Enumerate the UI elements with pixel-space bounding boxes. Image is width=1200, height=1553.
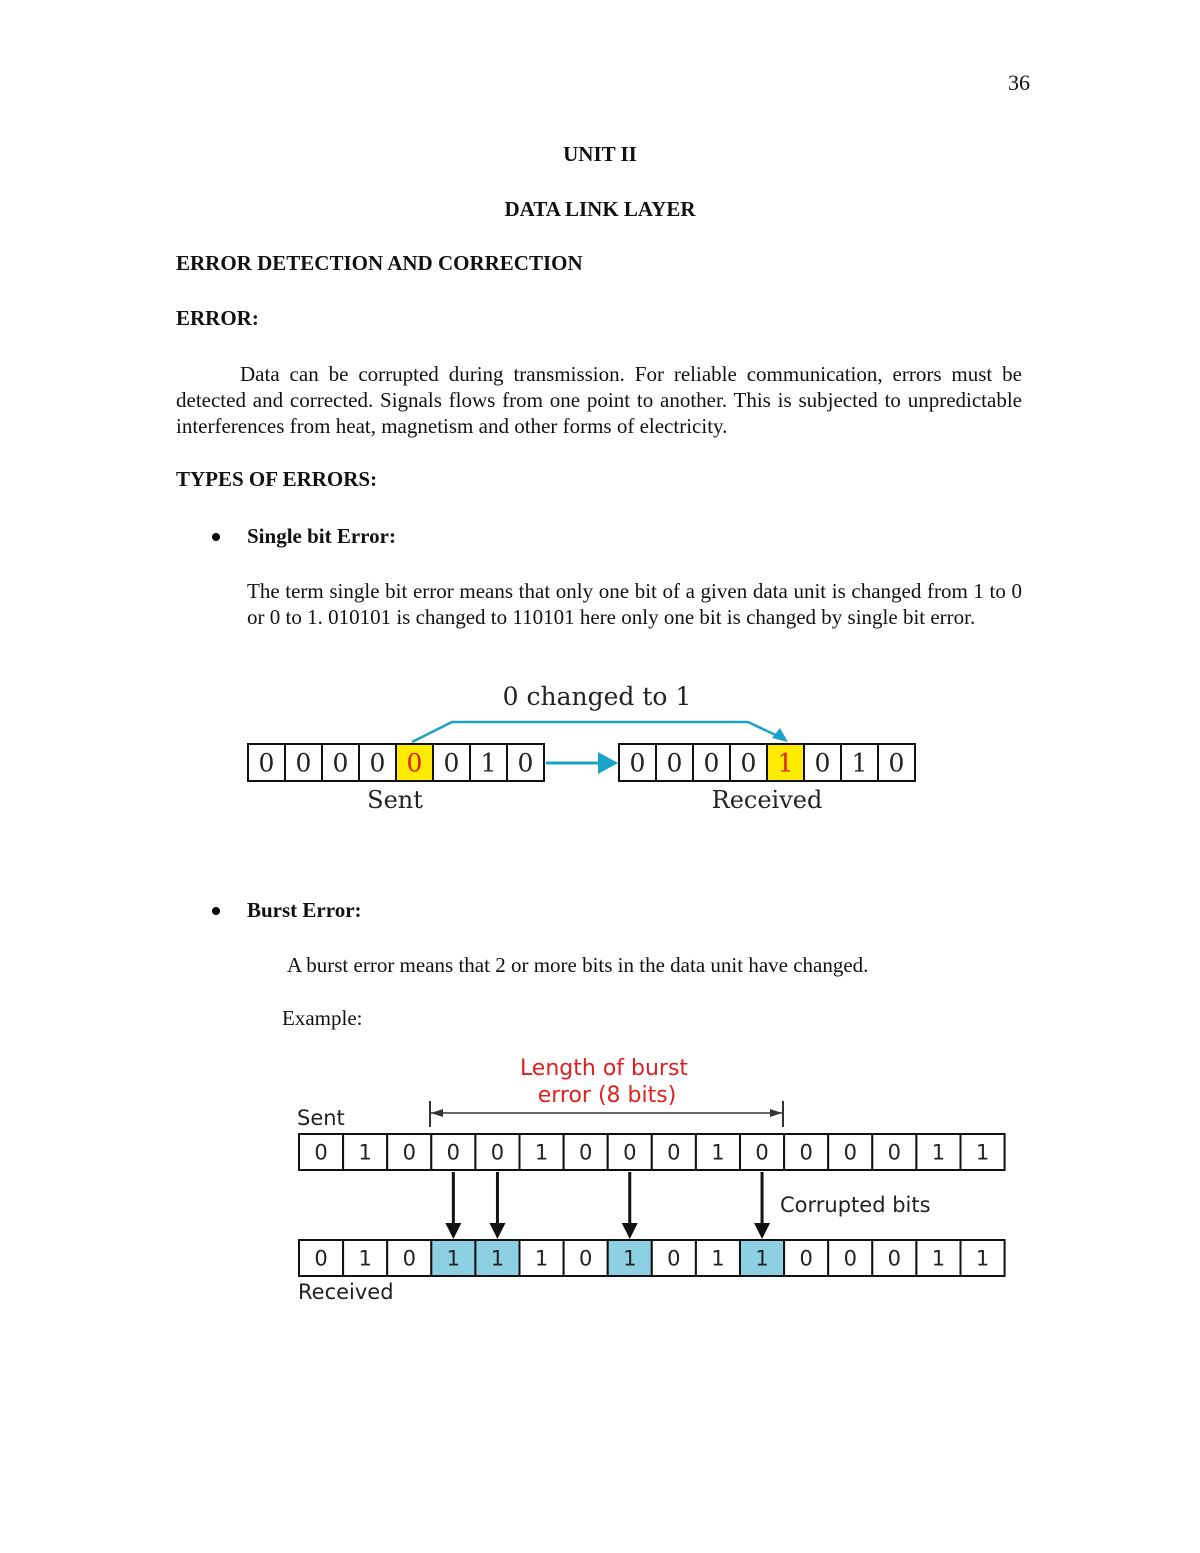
corrupted-label: Corrupted bits — [780, 1193, 931, 1217]
received-bit: 0 — [666, 748, 683, 778]
sent-bit: 0 — [517, 748, 534, 778]
received-bit: 0 — [703, 748, 720, 778]
burst-sent-bit: 1 — [711, 1140, 725, 1165]
example-label: Example: — [282, 1006, 363, 1030]
burst-received-bit: 0 — [799, 1246, 813, 1271]
burst-received-bit: 0 — [402, 1246, 416, 1271]
sent-bit: 0 — [295, 748, 312, 778]
burst-received-bit: 1 — [975, 1246, 990, 1271]
burst-sent-bit: 1 — [931, 1140, 946, 1165]
burst-sent-bit: 0 — [799, 1140, 813, 1165]
burst-sent-label: Sent — [297, 1106, 345, 1130]
sent-label: Sent — [367, 786, 423, 814]
types-heading: TYPES OF ERRORS: — [176, 467, 378, 491]
burst-received-bit: 0 — [314, 1246, 328, 1271]
burst-sent-bit: 0 — [446, 1140, 461, 1165]
burst-sent-bit: 1 — [358, 1140, 372, 1165]
burst-span-left-arrowhead — [431, 1109, 443, 1117]
burst-sent-bit: 0 — [402, 1140, 416, 1165]
corrupted-arrowhead — [622, 1223, 638, 1239]
burst-received-bit: 1 — [446, 1246, 461, 1271]
burst-received-bit: 1 — [490, 1246, 505, 1271]
sent-bit: 1 — [480, 748, 497, 778]
burst-received-bit: 1 — [931, 1246, 946, 1271]
burst-received-bit: 1 — [534, 1246, 549, 1271]
received-bit: 0 — [629, 748, 646, 778]
burst-figure — [290, 1045, 1010, 1310]
burst-sent-bit: 0 — [843, 1140, 857, 1165]
transmit-arrowhead — [598, 752, 618, 774]
single-bit-caption: 0 changed to 1 — [502, 682, 692, 711]
burst-sent-bit: 0 — [667, 1140, 681, 1165]
received-bit: 0 — [814, 748, 831, 778]
sent-bit: 0 — [258, 748, 275, 778]
single-bit-paragraph: The term single bit error means that only one bit of a given data unit is changed from 1 to 0 or 0 to 1. 010101 is changed to 110101 here only one bit is changed by single bit error. — [247, 579, 1022, 629]
burst-sent-bit: 0 — [578, 1140, 593, 1165]
section-heading: ERROR DETECTION AND CORRECTION — [176, 251, 583, 275]
burst-title-line2: error (8 bits) — [537, 1083, 677, 1108]
unit-title: UNIT II — [563, 142, 637, 166]
single-bit-label: Single bit Error: — [247, 524, 396, 548]
sent-bit: 0 — [443, 748, 460, 778]
sent-bit: 0 — [332, 748, 349, 778]
burst-received-bit: 1 — [711, 1246, 725, 1271]
burst-received-bit: 0 — [843, 1246, 857, 1271]
corrupted-arrowhead — [489, 1223, 505, 1239]
sent-bit: 0 — [369, 748, 386, 778]
burst-received-bit: 1 — [623, 1246, 637, 1271]
received-bit: 0 — [888, 748, 905, 778]
received-label: Received — [711, 786, 823, 814]
single-bit-figure — [240, 672, 930, 822]
burst-received-bit: 1 — [755, 1246, 769, 1271]
burst-received-bit: 0 — [667, 1246, 681, 1271]
burst-label: Burst Error: — [247, 898, 362, 922]
bullet-dot — [212, 907, 220, 915]
change-arrowhead — [772, 728, 788, 742]
burst-sent-bit: 0 — [887, 1140, 902, 1165]
burst-received-bit: 0 — [887, 1246, 902, 1271]
burst-sent-bit: 0 — [755, 1140, 769, 1165]
burst-sent-bit: 1 — [975, 1140, 990, 1165]
page-number: 36 — [1008, 70, 1030, 95]
sent-bit: 0 — [406, 748, 423, 778]
layer-title: DATA LINK LAYER — [504, 197, 696, 221]
bullet-dot — [212, 533, 220, 541]
burst-paragraph: A burst error means that 2 or more bits in the data unit have changed. — [287, 953, 869, 977]
change-arrow — [412, 722, 782, 742]
error-heading: ERROR: — [176, 306, 259, 330]
burst-sent-bit: 0 — [623, 1140, 637, 1165]
burst-sent-bit: 0 — [314, 1140, 328, 1165]
burst-received-bit: 0 — [578, 1246, 593, 1271]
burst-received-label: Received — [298, 1280, 394, 1304]
corrupted-arrowhead — [754, 1223, 770, 1239]
error-paragraph: Data can be corrupted during transmission. For reliable communication, errors must be detected and corrected. Signals flows from one point to another. This is subjected to unpredictable interferences from heat, magnetism and other forms of electricity. — [176, 362, 1022, 438]
burst-span-right-arrowhead — [770, 1109, 782, 1117]
received-bit: 1 — [777, 748, 794, 778]
received-bit: 0 — [740, 748, 757, 778]
burst-received-bit: 1 — [358, 1246, 372, 1271]
burst-sent-bit: 0 — [490, 1140, 505, 1165]
burst-title-line1: Length of burst — [519, 1056, 689, 1081]
received-bit: 1 — [851, 748, 868, 778]
burst-sent-bit: 1 — [534, 1140, 549, 1165]
corrupted-arrowhead — [445, 1223, 461, 1239]
